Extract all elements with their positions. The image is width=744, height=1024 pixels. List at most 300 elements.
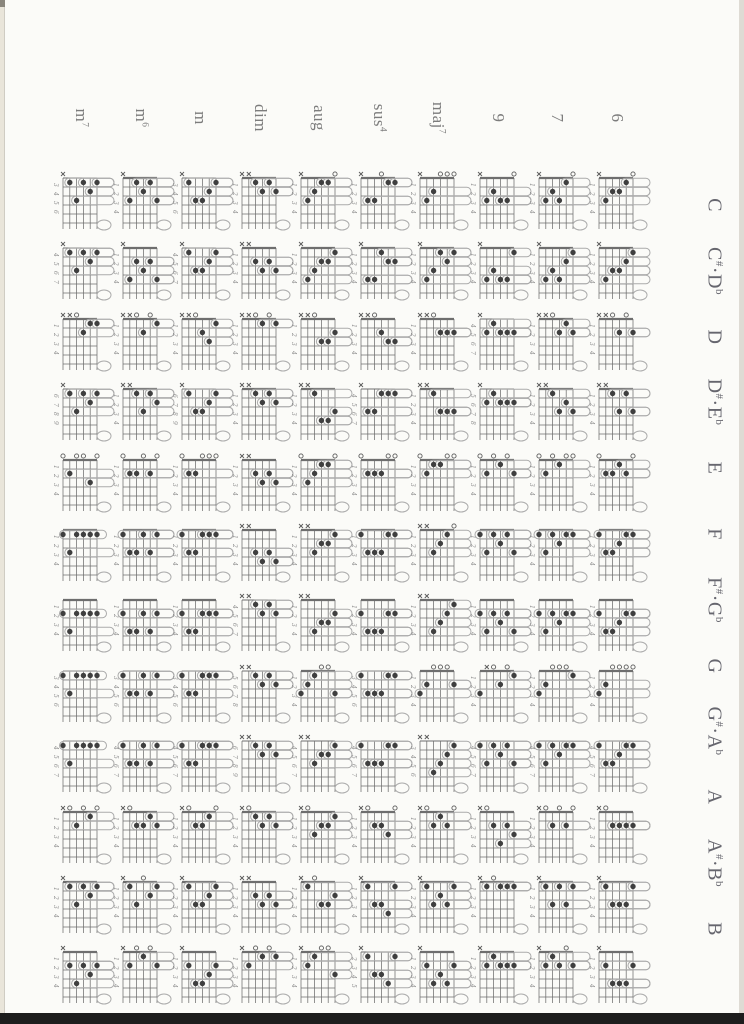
fret-number: 1 — [111, 957, 119, 962]
finger-dot — [550, 902, 555, 907]
fret-number: 2 — [349, 262, 357, 267]
fret-number: 1 — [230, 464, 238, 469]
open-string-o-mark — [491, 665, 495, 669]
column-header-6: 6 — [607, 113, 627, 123]
page-edge-left-line — [4, 0, 5, 1024]
fret-number: 2 — [290, 262, 297, 267]
finger-dot — [445, 902, 450, 907]
finger-dot — [385, 981, 390, 986]
fret-number: 1 — [52, 464, 59, 469]
hand-outline — [633, 220, 647, 230]
fret-number: 4 — [290, 562, 297, 566]
finger-dot — [259, 902, 264, 907]
fret-number: 3 — [349, 675, 357, 680]
fret-number: 7 — [171, 773, 178, 778]
finger-dot — [213, 963, 218, 968]
fret-number: 4 — [349, 350, 357, 355]
fret-number: 4 — [468, 746, 476, 751]
finger-dot — [154, 673, 159, 678]
finger-dot — [616, 902, 621, 907]
open-string-o-mark — [452, 524, 456, 528]
finger-dot — [88, 673, 93, 678]
finger-dot — [127, 691, 132, 696]
finger-dot — [147, 180, 152, 185]
fret-number: 3 — [409, 905, 416, 909]
finger-dot — [392, 259, 397, 264]
fret-number: 6 — [528, 764, 535, 769]
chord-diagram-d-9 — [467, 307, 525, 379]
finger-dot — [497, 277, 502, 282]
fret-number: 3 — [111, 623, 119, 628]
chord-diagram-e-m7 — [50, 448, 108, 520]
fret-number: 2 — [290, 403, 297, 408]
finger-dot — [550, 391, 555, 396]
fret-number: 3 — [52, 905, 59, 909]
fret-number: 3 — [468, 201, 476, 205]
finger-dot — [326, 259, 331, 264]
fret-number: 2 — [409, 332, 416, 337]
finger-dot — [596, 743, 601, 748]
finger-dot — [504, 330, 509, 335]
finger-dot — [179, 743, 184, 748]
fret-number: 3 — [230, 201, 238, 205]
finger-dot — [438, 330, 443, 335]
chord-diagram-as-bb-6 — [586, 870, 644, 942]
finger-dot — [140, 330, 145, 335]
fret-number: 2 — [290, 896, 297, 900]
finger-dot — [140, 268, 145, 273]
fret-number: 6 — [349, 764, 357, 769]
open-string-o-mark — [200, 453, 204, 457]
finger-dot — [616, 330, 621, 335]
chord-diagram-d-maj7 — [407, 307, 465, 379]
fret-number: 1 — [349, 183, 357, 187]
fret-number: 4 — [111, 746, 119, 751]
open-string-o-mark — [571, 453, 575, 457]
fret-number: 2 — [111, 544, 119, 548]
fret-number: 7 — [468, 412, 476, 417]
finger-dot — [319, 461, 324, 466]
chord-diagram-ds-eb-sus4 — [348, 377, 406, 449]
fret-number: 3 — [52, 675, 59, 680]
fret-number: 3 — [171, 905, 178, 909]
finger-dot — [603, 963, 608, 968]
finger-dot — [484, 277, 489, 282]
fret-number: 2 — [587, 262, 595, 267]
finger-dot — [424, 470, 429, 475]
fret-number: 2 — [349, 473, 357, 478]
open-string-o-mark — [154, 453, 158, 457]
fret-number: 7 — [468, 773, 476, 778]
finger-dot — [609, 268, 614, 273]
fret-number: 3 — [528, 623, 535, 628]
finger-dot — [438, 461, 443, 466]
finger-dot — [365, 954, 370, 959]
fret-number: 1 — [290, 394, 297, 399]
finger-dot — [147, 761, 152, 766]
chord-diagram-ds-eb-m7 — [50, 377, 108, 449]
fret-number: 3 — [230, 905, 238, 909]
open-string-o-mark — [630, 453, 634, 457]
finger-dot — [497, 330, 502, 335]
fret-number: 1 — [587, 323, 595, 328]
open-string-o-mark — [68, 805, 72, 809]
fret-number: 1 — [587, 605, 595, 610]
fret-number: 3 — [349, 271, 357, 276]
fret-number: 1 — [587, 394, 595, 399]
finger-dot — [378, 902, 383, 907]
finger-dot — [252, 391, 257, 396]
finger-dot — [365, 409, 370, 414]
finger-dot — [371, 972, 376, 977]
finger-dot — [596, 532, 601, 537]
finger-dot — [570, 963, 575, 968]
fret-number: 3 — [230, 975, 238, 980]
fret-number: 4 — [290, 843, 297, 848]
fret-number: 4 — [409, 632, 416, 637]
fret-number: 8 — [52, 412, 59, 417]
finger-dot — [133, 822, 138, 827]
finger-dot — [200, 981, 205, 986]
fret-number: 4 — [171, 746, 178, 751]
fret-number: 4 — [52, 684, 59, 689]
fret-number: 1 — [409, 535, 416, 539]
finger-dot — [378, 629, 383, 634]
fret-number: 4 — [468, 843, 476, 848]
fret-number: 3 — [528, 975, 535, 980]
fret-number: 6 — [171, 702, 178, 707]
finger-dot — [133, 550, 138, 555]
finger-dot — [147, 893, 152, 898]
fret-number: 4 — [528, 746, 535, 751]
column-header-maj7: maj$^7$ — [429, 101, 448, 135]
finger-dot — [319, 752, 324, 757]
chord-diagram-g-sus4 — [348, 659, 406, 731]
finger-dot — [630, 743, 635, 748]
chord-diagram-d-7 — [526, 307, 584, 379]
fret-number: 1 — [111, 605, 119, 610]
finger-dot — [252, 470, 257, 475]
open-string-o-mark — [418, 453, 422, 457]
fret-number: 3 — [171, 834, 178, 839]
finger-dot — [305, 884, 310, 889]
finger-dot — [564, 180, 569, 185]
open-string-o-mark — [372, 313, 376, 317]
chord-diagram-g-dim — [229, 659, 287, 731]
fret-number: 2 — [468, 825, 476, 830]
open-string-o-mark — [319, 665, 323, 669]
chord-diagram-as-bb-7 — [526, 870, 584, 942]
fret-number: 1 — [528, 323, 535, 328]
fret-number: 6 — [468, 403, 476, 408]
open-string-o-mark — [326, 665, 330, 669]
fret-number: 9 — [230, 773, 238, 778]
fret-number: 2 — [587, 825, 595, 830]
finger-dot — [140, 532, 145, 537]
scan-corner-mark — [0, 0, 5, 7]
fret-number: 2 — [468, 544, 476, 548]
fret-number: 2 — [230, 966, 238, 971]
fret-number: 1 — [171, 957, 178, 962]
fret-number: 4 — [587, 843, 595, 848]
fret-number: 3 — [468, 482, 476, 487]
finger-dot — [623, 611, 628, 616]
finger-dot — [259, 321, 264, 326]
finger-dot — [74, 822, 79, 827]
finger-dot — [120, 673, 125, 678]
finger-dot — [484, 550, 489, 555]
finger-dot — [74, 409, 79, 414]
finger-dot — [365, 550, 370, 555]
finger-dot — [365, 470, 370, 475]
finger-dot — [259, 954, 264, 959]
fret-number: 5 — [52, 201, 59, 205]
finger-dot — [312, 761, 317, 766]
finger-dot — [94, 180, 99, 185]
fret-number: 7 — [52, 403, 59, 408]
finger-dot — [616, 620, 621, 625]
fret-number: 1 — [528, 394, 535, 399]
fret-number: 3 — [409, 271, 416, 276]
open-string-o-mark — [267, 946, 271, 950]
finger-dot — [88, 743, 93, 748]
open-string-o-mark — [603, 805, 607, 809]
finger-dot — [259, 479, 264, 484]
column-header-sus4: sus$^4$ — [369, 103, 389, 133]
finger-dot — [570, 409, 575, 414]
finger-dot — [74, 611, 79, 616]
fret-number: 2 — [409, 614, 416, 619]
finger-dot — [88, 813, 93, 818]
finger-dot — [603, 470, 608, 475]
finger-dot — [424, 198, 429, 203]
open-string-o-mark — [438, 172, 442, 176]
finger-dot — [550, 743, 555, 748]
open-string-o-mark — [610, 665, 614, 669]
fret-number: 2 — [171, 473, 178, 478]
chord-diagram-fs-gb-sus4 — [348, 588, 406, 660]
finger-dot — [88, 972, 93, 977]
open-string-o-mark — [432, 665, 436, 669]
chord-diagram-c-m6 — [110, 166, 168, 238]
fret-number: 3 — [468, 975, 476, 980]
finger-dot — [207, 743, 212, 748]
fret-number: 4 — [528, 984, 535, 989]
fret-number: 2 — [587, 544, 595, 548]
open-string-o-mark — [505, 453, 509, 457]
fret-number: 6 — [171, 394, 178, 399]
fret-number: 4 — [528, 702, 535, 707]
chord-diagram-f-m6 — [110, 518, 168, 590]
finger-dot — [609, 629, 614, 634]
fret-number: 3 — [528, 834, 535, 839]
finger-dot — [609, 189, 614, 194]
fret-number: 4 — [290, 984, 297, 989]
fret-number: 1 — [111, 323, 119, 328]
finger-dot — [623, 532, 628, 537]
chord-diagram-d-m — [169, 307, 227, 379]
chord-diagram-gs-ab-sus4 — [348, 729, 406, 801]
chord-diagram-a-dim — [229, 800, 287, 872]
fret-number: 4 — [587, 421, 595, 426]
finger-dot — [511, 673, 516, 678]
fret-number: 4 — [587, 914, 595, 918]
finger-dot — [609, 902, 614, 907]
open-string-o-mark — [557, 665, 561, 669]
fret-number: 5 — [111, 755, 119, 760]
fret-number: 1 — [409, 957, 416, 962]
finger-dot — [385, 180, 390, 185]
finger-dot — [431, 189, 436, 194]
fret-number: 2 — [111, 262, 119, 267]
open-string-o-mark — [148, 313, 152, 317]
open-string-o-mark — [596, 453, 600, 457]
fret-number: 4 — [111, 684, 119, 689]
hand-outline — [633, 854, 647, 864]
fret-number: 1 — [230, 887, 238, 891]
fret-number: 2 — [111, 403, 119, 408]
fret-number: 5 — [587, 755, 595, 760]
fret-number: 2 — [349, 614, 357, 619]
open-string-o-mark — [95, 805, 99, 809]
finger-dot — [570, 330, 575, 335]
finger-dot — [305, 198, 310, 203]
finger-dot — [67, 470, 72, 475]
fret-number: 4 — [587, 210, 595, 214]
finger-dot — [273, 321, 278, 326]
finger-dot — [207, 339, 212, 344]
finger-dot — [140, 673, 145, 678]
fret-number: 2 — [230, 403, 238, 408]
fret-number: 1 — [468, 183, 476, 187]
finger-dot — [417, 691, 422, 696]
hand-outline — [633, 783, 647, 793]
fret-number: 4 — [409, 755, 416, 760]
fret-number: 3 — [111, 341, 119, 346]
column-header-aug: aug — [310, 104, 329, 132]
fret-number: 4 — [409, 914, 416, 918]
finger-dot — [326, 902, 331, 907]
fret-number: 4 — [111, 632, 119, 637]
fret-number: 5 — [468, 755, 476, 760]
column-header-9: 9 — [488, 113, 508, 123]
chord-diagram-a-m — [169, 800, 227, 872]
fret-number: 4 — [230, 491, 238, 496]
fret-number: 4 — [468, 280, 476, 285]
fret-number: 3 — [409, 553, 416, 557]
fret-number: 4 — [111, 491, 119, 496]
finger-dot — [186, 884, 191, 889]
finger-dot — [186, 963, 191, 968]
finger-dot — [504, 277, 509, 282]
finger-dot — [490, 954, 495, 959]
finger-dot — [305, 277, 310, 282]
fret-number: 3 — [468, 905, 476, 909]
finger-dot — [392, 673, 397, 678]
finger-dot — [490, 321, 495, 326]
open-string-o-mark — [207, 453, 211, 457]
fret-number: 1 — [230, 253, 238, 258]
finger-dot — [484, 470, 489, 475]
fret-number: 1 — [468, 675, 476, 680]
fret-number: 1 — [528, 535, 535, 539]
finger-dot — [186, 550, 191, 555]
fret-number: 4 — [349, 914, 357, 918]
finger-dot — [312, 268, 317, 273]
finger-dot — [200, 611, 205, 616]
finger-dot — [431, 391, 436, 396]
fret-number: 2 — [290, 544, 297, 548]
open-string-o-mark — [214, 805, 218, 809]
finger-dot — [378, 550, 383, 555]
chord-diagram-e-9 — [467, 448, 525, 520]
finger-dot — [147, 691, 152, 696]
finger-dot — [252, 259, 257, 264]
fret-number: 2 — [528, 966, 535, 971]
finger-dot — [67, 629, 72, 634]
finger-dot — [74, 981, 79, 986]
open-string-o-mark — [624, 313, 628, 317]
finger-dot — [207, 972, 212, 977]
fret-number: 4 — [409, 562, 416, 566]
chord-diagram-gs-ab-7 — [526, 729, 584, 801]
chord-diagram-cs-db-maj7 — [407, 236, 465, 308]
finger-dot — [451, 602, 456, 607]
finger-dot — [120, 532, 125, 537]
fret-number: 4 — [468, 702, 476, 707]
finger-dot — [536, 691, 541, 696]
finger-dot — [623, 470, 628, 475]
finger-outline — [415, 689, 471, 697]
fret-number: 4 — [409, 491, 416, 496]
chord-diagram-as-bb-m6 — [110, 870, 168, 942]
open-string-o-mark — [326, 946, 330, 950]
row-label-gs-ab: $G^{\#}\cdot A^b$ — [703, 706, 726, 756]
fret-number: 3 — [587, 905, 595, 909]
finger-dot — [358, 743, 363, 748]
fret-number: 6 — [52, 271, 59, 276]
open-string-o-mark — [438, 665, 442, 669]
fret-number: 4 — [528, 421, 535, 426]
finger-dot — [332, 409, 337, 414]
finger-dot — [266, 180, 271, 185]
finger-dot — [371, 409, 376, 414]
fret-number: 3 — [587, 553, 595, 557]
open-string-o-mark — [120, 453, 124, 457]
chord-diagram-ds-eb-9 — [467, 377, 525, 449]
finger-dot — [550, 611, 555, 616]
fret-number: 4 — [230, 280, 238, 285]
row-label-b: B — [703, 921, 726, 936]
finger-dot — [127, 277, 132, 282]
finger-dot — [193, 470, 198, 475]
open-string-o-mark — [564, 665, 568, 669]
finger-dot — [557, 884, 562, 889]
fret-number: 3 — [528, 482, 535, 487]
fret-number: 3 — [409, 412, 416, 417]
finger-dot — [213, 743, 218, 748]
chord-diagram-b-7 — [526, 940, 584, 1012]
fret-number: 2 — [409, 473, 416, 478]
fret-number: 2 — [230, 192, 238, 196]
finger-dot — [365, 629, 370, 634]
finger-dot — [326, 461, 331, 466]
chord-diagram-cs-db-9 — [467, 236, 525, 308]
finger-dot — [273, 479, 278, 484]
open-string-o-mark — [564, 946, 568, 950]
finger-dot — [630, 884, 635, 889]
fret-number: 1 — [349, 464, 357, 469]
